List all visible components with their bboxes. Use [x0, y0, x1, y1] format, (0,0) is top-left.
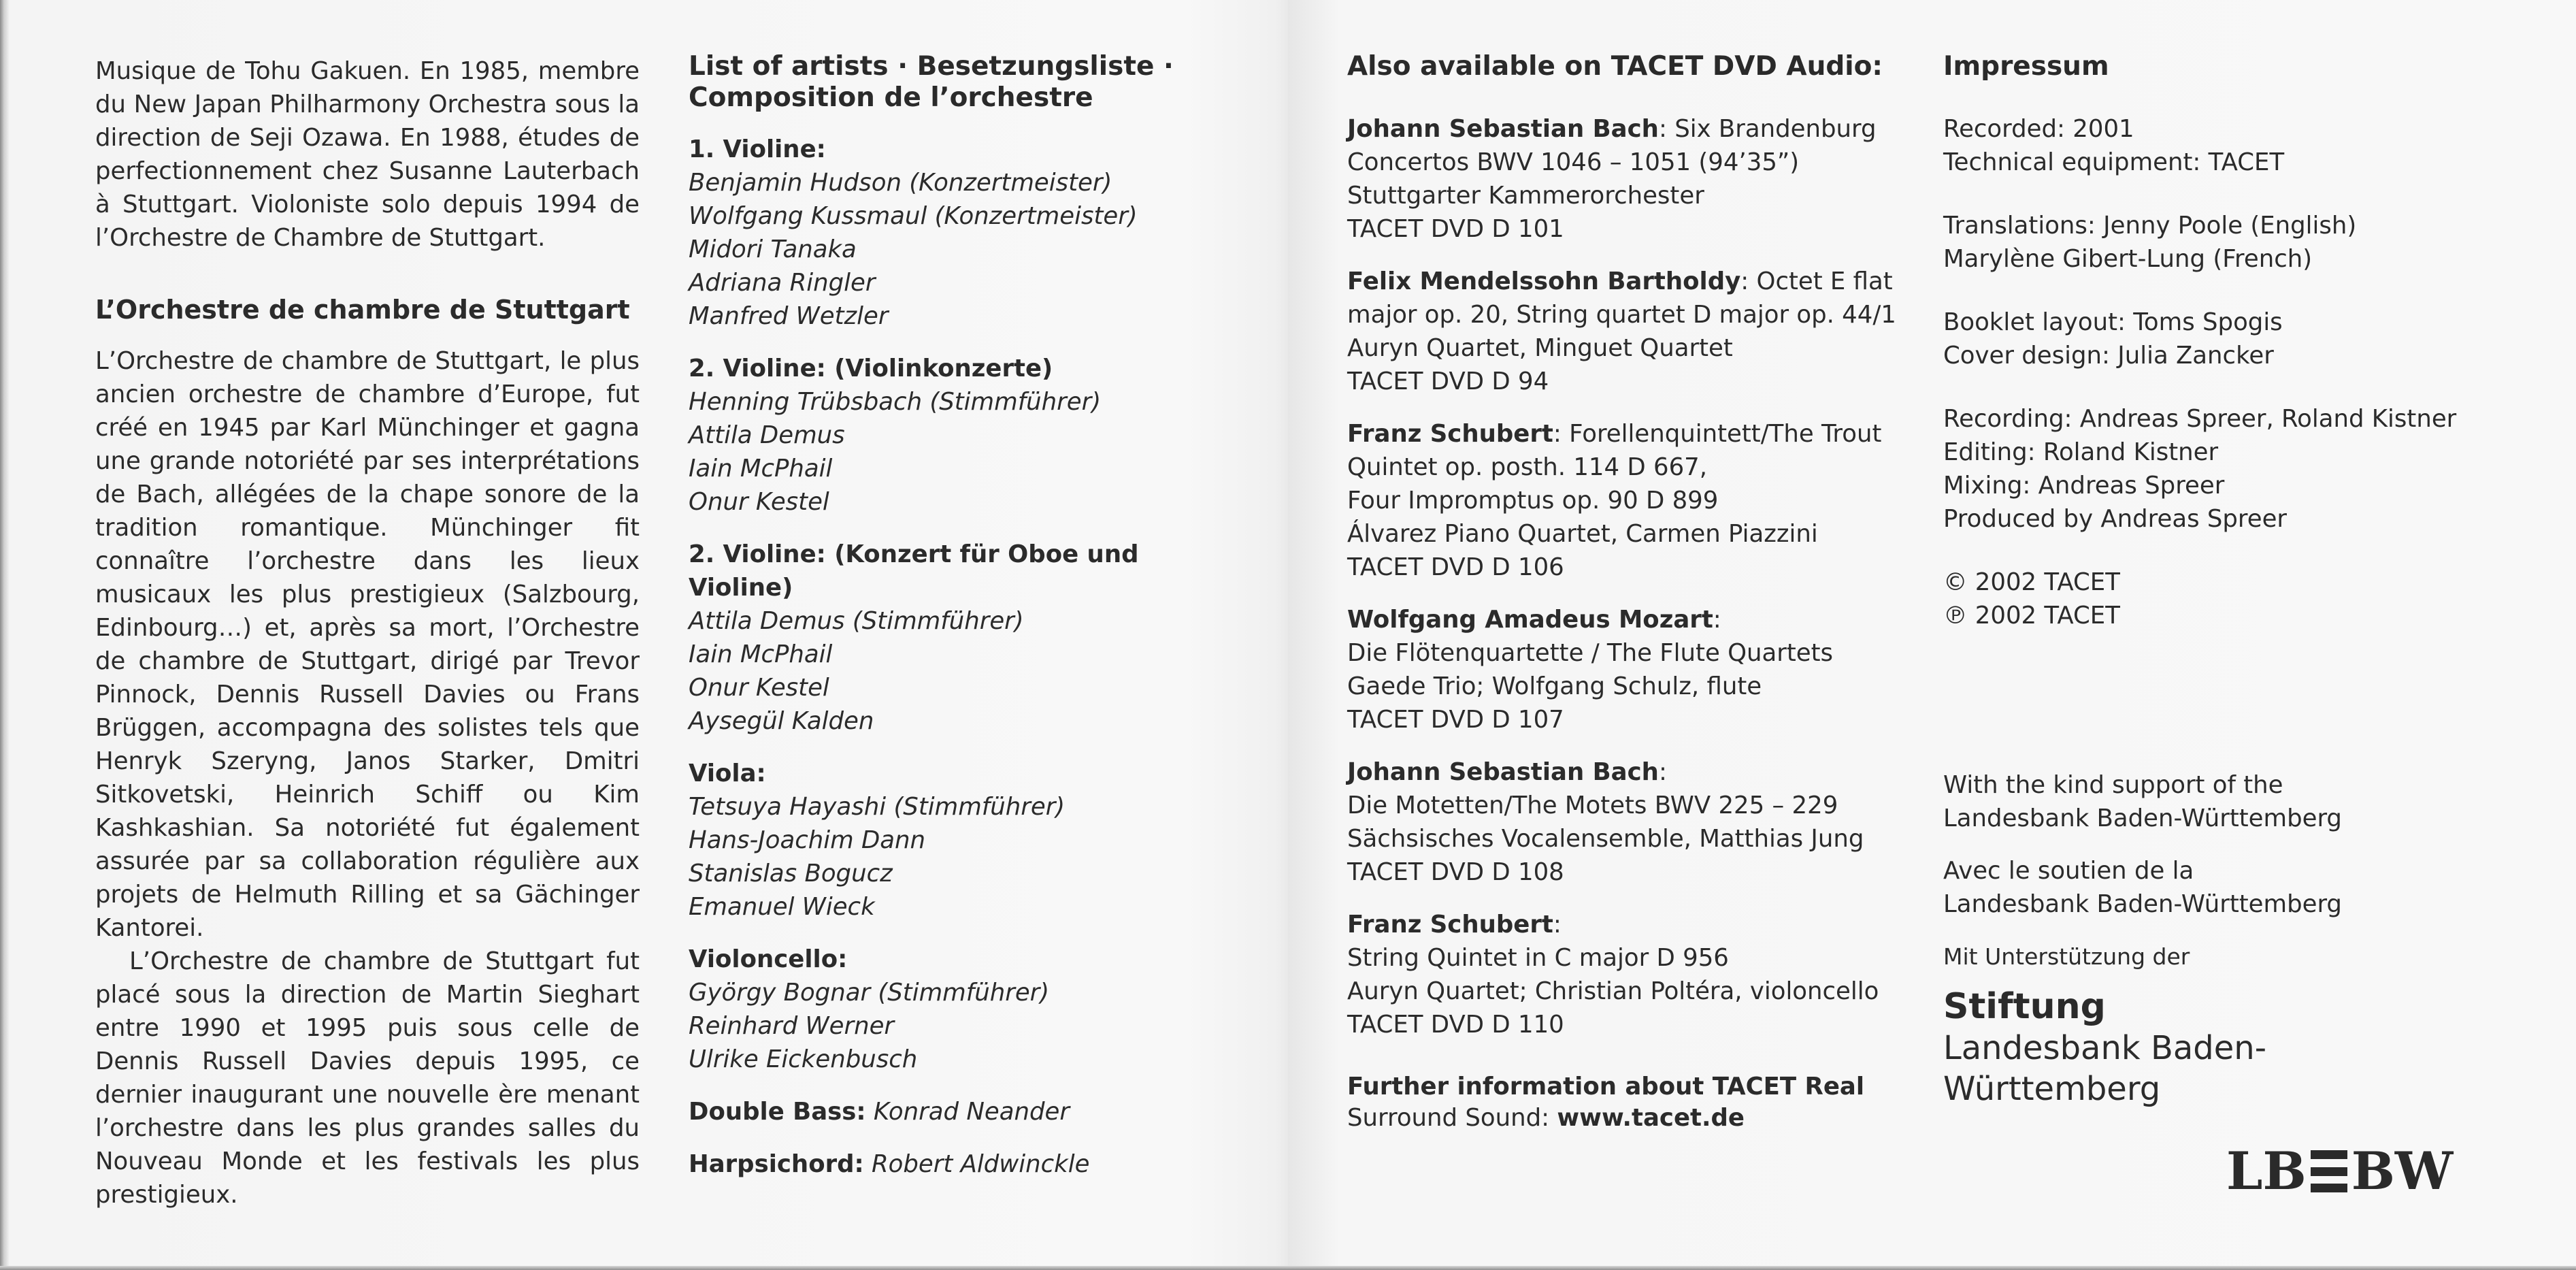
support-fr-line-2: Landesbank Baden-Württemberg [1943, 890, 2342, 918]
release-composer: Johann Sebastian Bach [1347, 758, 1659, 786]
release-composer: Johann Sebastian Bach [1347, 115, 1659, 143]
impressum-line: Cover design: Julia Zancker [1943, 342, 2274, 370]
impressum-line: Editing: Roland Kistner [1943, 438, 2219, 466]
further-info-line-1: Further information about TACET Real [1347, 1073, 1865, 1101]
artist-name: Midori Tanaka [689, 235, 857, 263]
artist-name: Henning Trübsbach (Stimmführer) [689, 388, 1102, 416]
artist-name: Benjamin Hudson (Konzertmeister) [689, 169, 1112, 197]
release-item [1347, 908, 1912, 1041]
release-detail: String Quintet in C major D 956 [1347, 944, 1729, 972]
release-item [1347, 265, 1912, 398]
release-detail: Auryn Quartet; Christian Poltéra, violoncello [1347, 977, 1879, 1005]
artist-name: György Bognar (Stimmführer) [689, 979, 1050, 1007]
release-catalog-number: TACET DVD D 101 [1347, 215, 1564, 243]
release-item [1347, 112, 1912, 246]
lbbw-logo [2226, 1141, 2454, 1201]
release-separator: : [1658, 115, 1675, 143]
release-composer: Felix Mendelssohn Bartholdy [1347, 267, 1741, 295]
release-separator: : [1553, 911, 1562, 939]
artist-name: Ulrike Eickenbusch [689, 1045, 918, 1073]
orchestra-heading: L’Orchestre de chambre de Stuttgart [95, 295, 630, 325]
release-separator: : [1740, 267, 1757, 295]
release-separator: : [1553, 420, 1570, 448]
impressum-heading: Impressum [1943, 51, 2109, 82]
logo-text-left: LB [2226, 1141, 2307, 1201]
release-detail: Die Motetten/The Motets BWV 225 – 229 [1347, 792, 1838, 819]
logo-bars-icon [2311, 1150, 2347, 1192]
impressum-line: Produced by Andreas Spreer [1943, 505, 2288, 533]
support-en-line-2: Landesbank Baden-Württemberg [1943, 804, 2342, 832]
release-composer: Wolfgang Amadeus Mozart [1347, 606, 1713, 634]
logo-text-right: BW [2351, 1141, 2454, 1201]
phonogram-line: ℗ 2002 TACET [1943, 602, 2120, 630]
stiftung-name: Landesbank Baden-Württemberg [1943, 1029, 2267, 1108]
section-title: Viola: [689, 760, 766, 787]
intro-paragraph: Musique de Tohu Gakuen. En 1985, membre du New Japan Philharmony Orchestra sous la direction de Seji Ozawa. En 1988, études de perfectionnement chez Susanne Lauterbach à Stuttgart. Violoniste solo depuis 1994 de l’Orchestre de Chambre de Stuttgart. [95, 57, 640, 252]
release-heading [1347, 603, 1912, 636]
stiftung-title: Stiftung [1943, 986, 2106, 1027]
release-title: Six Brandenburg [1674, 115, 1877, 143]
release-title: Octet E flat [1756, 267, 1893, 295]
also-available-column [1347, 51, 1912, 1134]
impressum-line: Booklet layout: Toms Spogis [1943, 308, 2283, 336]
impressum-column [1943, 51, 2474, 1109]
harpsichord-name: Robert Aldwinckle [872, 1150, 1090, 1178]
release-composer: Franz Schubert [1347, 420, 1553, 448]
support-de-line: Mit Unterstützung der [1943, 943, 2190, 970]
section-title: 2. Violine: (Konzert für Oboe und Violine) [689, 540, 1139, 602]
artist-name: Hans-Joachim Dann [689, 826, 926, 854]
artist-name: Manfred Wetzler [689, 302, 889, 330]
release-separator: : [1658, 758, 1667, 786]
impressum-groups [1943, 112, 2474, 566]
biography-column [95, 54, 640, 1211]
impressum-line: Mixing: Andreas Spreer [1943, 472, 2225, 500]
artist-name: Onur Kestel [689, 488, 829, 516]
release-title: Forellenquintett/The Trout [1569, 420, 1882, 448]
release-catalog-number: TACET DVD D 94 [1347, 368, 1549, 395]
artists-heading-line-2: Composition de l’orchestre [689, 82, 1093, 113]
release-detail: major op. 20, String quartet D major op. 44/1 [1347, 301, 1896, 329]
impressum-line: Recorded: 2001 [1943, 115, 2134, 143]
release-detail: Gaede Trio; Wolfgang Schulz, flute [1347, 672, 1762, 700]
further-info-line-2 [1347, 1103, 1912, 1134]
page-bottom-edge [0, 1266, 2576, 1270]
artist-name: Adriana Ringler [689, 269, 876, 297]
orchestra-paragraph-2: L’Orchestre de chambre de Stuttgart fut placé sous la direction de Martin Sieghart entre 1990 et 1995 puis sous celle de Dennis Russell Davies depuis 1995, ce dernier inaugurant une nouvelle ère menant l’orchestre dans les plus grandes salles du Nouveau Monde et les festivals les plus prestigieux. [95, 947, 640, 1209]
harpsichord-label: Harpsichord: [689, 1150, 864, 1178]
impressum-line: Recording: Andreas Spreer, Roland Kistner [1943, 405, 2457, 433]
website-link[interactable]: www.tacet.de [1557, 1104, 1745, 1132]
impressum-line: Marylène Gibert-Lung (French) [1943, 245, 2313, 273]
artist-name: Stanislas Bogucz [689, 860, 893, 888]
artist-sections [689, 133, 1246, 1095]
artist-name: Aysegül Kalden [689, 707, 874, 735]
support-fr-line-1: Avec le soutien de la [1943, 857, 2194, 885]
artist-name: Iain McPhail [689, 640, 833, 668]
release-composer: Franz Schubert [1347, 911, 1553, 939]
also-available-heading: Also available on TACET DVD Audio: [1347, 51, 1883, 82]
artist-name: Onur Kestel [689, 674, 829, 702]
release-catalog-number: TACET DVD D 107 [1347, 706, 1564, 734]
release-heading [1347, 755, 1912, 789]
release-catalog-number: TACET DVD D 106 [1347, 553, 1564, 581]
release-detail: Concertos BWV 1046 – 1051 (94’35”) [1347, 148, 1800, 176]
artists-column [689, 51, 1246, 1181]
artist-name: Emanuel Wieck [689, 893, 875, 921]
impressum-line: Technical equipment: TACET [1943, 148, 2285, 176]
artist-name: Tetsuya Hayashi (Stimmführer) [689, 793, 1066, 821]
release-catalog-number: TACET DVD D 110 [1347, 1011, 1564, 1039]
double-bass-label: Double Bass: [689, 1098, 866, 1126]
release-detail: Álvarez Piano Quartet, Carmen Piazzini [1347, 520, 1818, 548]
release-detail: Four Impromptus op. 90 D 899 [1347, 487, 1719, 515]
copyright-line: © 2002 TACET [1943, 568, 2120, 596]
artist-name: Attila Demus [689, 421, 845, 449]
artist-name: Wolfgang Kussmaul (Konzertmeister) [689, 202, 1138, 230]
artist-name: Reinhard Werner [689, 1012, 895, 1040]
double-bass-line [689, 1095, 1246, 1128]
impressum-line: Translations: Jenny Poole (English) [1943, 212, 2357, 240]
artist-name: Iain McPhail [689, 455, 833, 483]
harpsichord-line [689, 1147, 1246, 1181]
release-heading [1347, 112, 1912, 146]
section-title: 2. Violine: (Violinkonzerte) [689, 355, 1053, 382]
release-detail: Stuttgarter Kammerorchester [1347, 182, 1704, 210]
release-item [1347, 417, 1912, 584]
release-catalog-number: TACET DVD D 108 [1347, 858, 1564, 886]
release-list [1347, 112, 1912, 1041]
release-separator: : [1713, 606, 1721, 634]
section-title: 1. Violine: [689, 135, 826, 163]
release-item [1347, 755, 1912, 889]
release-heading [1347, 417, 1912, 451]
release-heading [1347, 908, 1912, 941]
artists-heading-line-1: List of artists · Besetzungsliste · [689, 51, 1174, 82]
release-detail: Quintet op. posth. 114 D 667, [1347, 453, 1708, 481]
further-info-prefix: Surround Sound: [1347, 1104, 1557, 1132]
section-title: Violoncello: [689, 945, 848, 973]
release-detail: Die Flötenquartette / The Flute Quartets [1347, 639, 1834, 667]
release-item [1347, 603, 1912, 736]
double-bass-name: Konrad Neander [873, 1098, 1070, 1126]
artist-name: Attila Demus (Stimmführer) [689, 607, 1024, 635]
orchestra-paragraph-1: L’Orchestre de chambre de Stuttgart, le plus ancien orchestre de chambre d’Europe, fut créé en 1945 par Karl Münchinger et gagna une grande notoriété par ses interprétations de Bach, allégées de la chape sonore de la tradition romantique. Münchinger fit connaître l’orchestre dans les lieux musicaux les plus prestigieux (Salzbourg, Edinbourg…) et, après sa mort, l’Orchestre de chambre de Stuttgart, dirigé par Trevor Pinnock, Dennis Russell Davies ou Frans Brüggen, accompagna des solistes tels que Henryk Szeryng, Janos Starker, Dmitri Sitkovetski, Heinrich Schiff ou Kim Kashkashian. Sa notoriété fut également assurée par sa collaboration régulière aux projets de Helmuth Rilling et sa Gächinger Kantorei. [95, 347, 640, 942]
release-detail: Sächsisches Vocalensemble, Matthias Jung [1347, 825, 1864, 853]
support-en-line-1: With the kind support of the [1943, 771, 2283, 799]
release-heading [1347, 265, 1912, 298]
release-detail: Auryn Quartet, Minguet Quartet [1347, 334, 1733, 362]
